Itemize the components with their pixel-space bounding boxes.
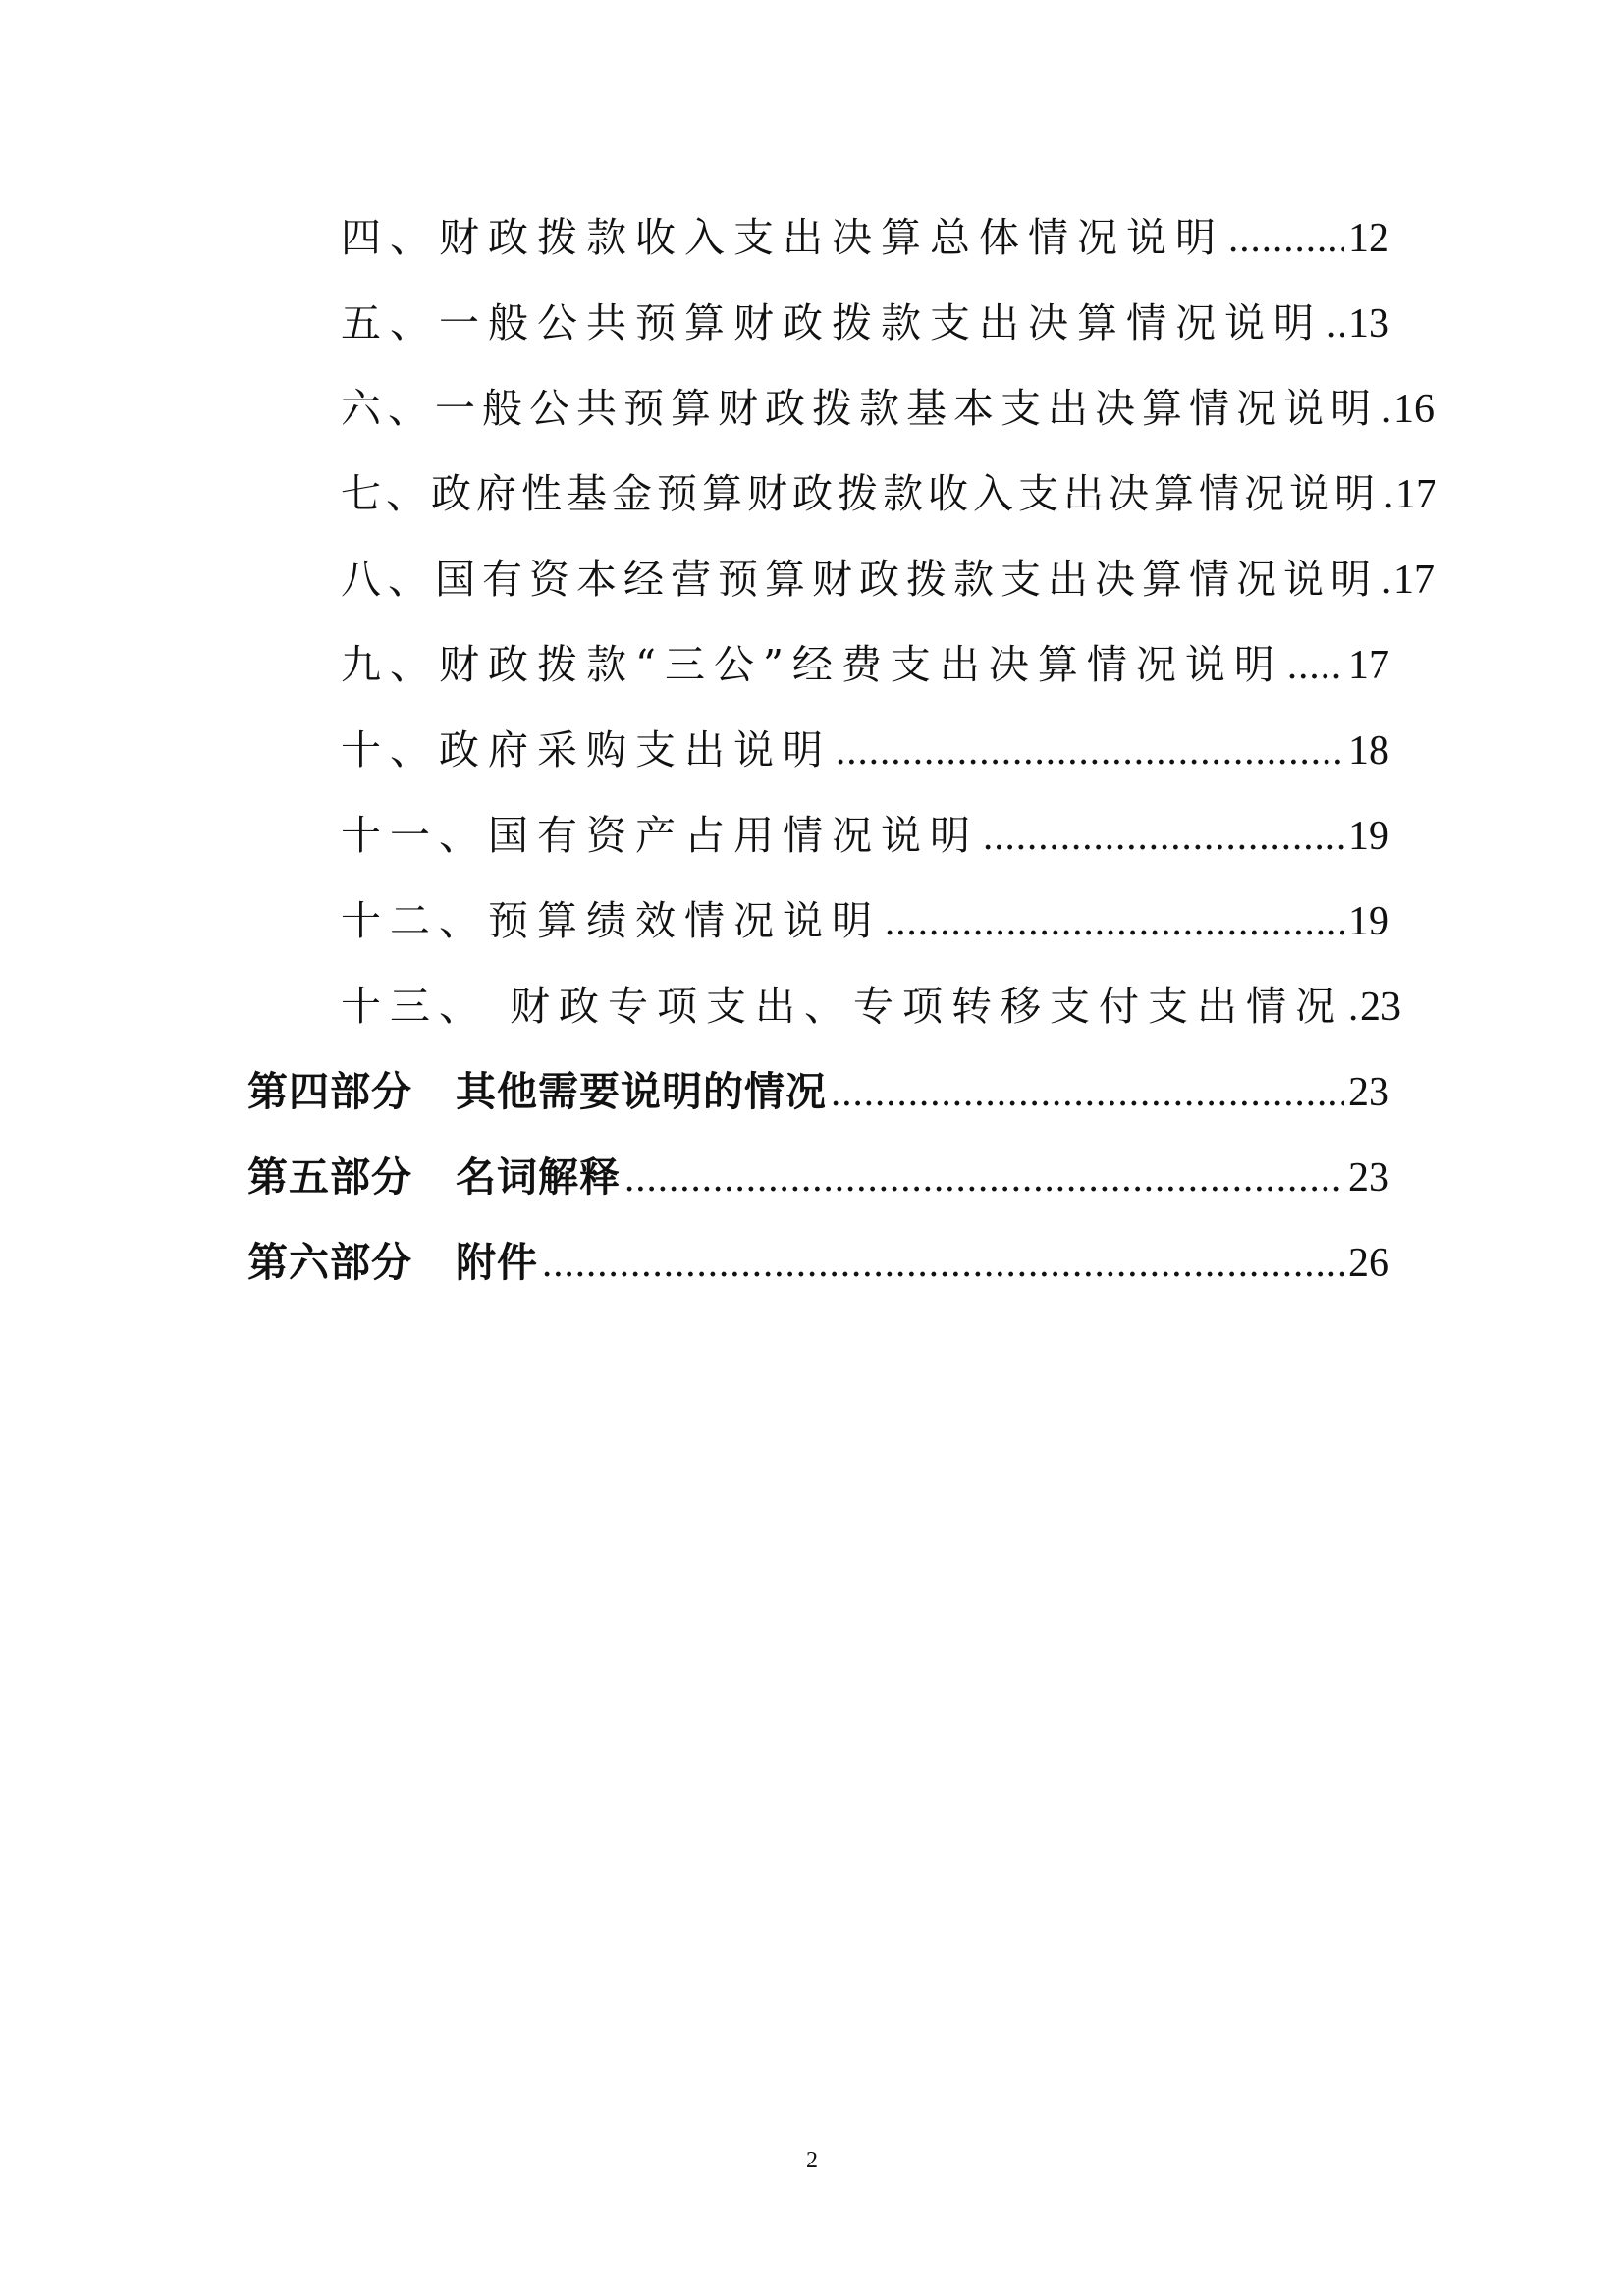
toc-part-title: 附件 <box>456 1239 538 1286</box>
toc-entry-title: 五、一般公共预算财政拨款支出决算情况说明 <box>341 299 1323 347</box>
dot-leader <box>542 1233 1344 1292</box>
dot-leader <box>1383 464 1391 523</box>
dot-leader <box>1326 294 1344 352</box>
toc-entry-page: 17 <box>1393 558 1435 603</box>
toc-part-page: 23 <box>1348 1070 1389 1115</box>
toc-entry[interactable] <box>341 635 1389 694</box>
toc-part-label: 第六部分 <box>247 1239 412 1286</box>
dot-leader <box>836 721 1344 779</box>
toc-entry-page: 12 <box>1348 216 1389 261</box>
dot-leader <box>885 891 1344 950</box>
toc-entry[interactable] <box>341 806 1389 865</box>
toc-entry-title: 十一、国有资产占用情况说明 <box>341 812 979 859</box>
toc-entry-page: 16 <box>1393 387 1435 432</box>
toc-entry-title: 四、财政拨款收入支出决算总体情况说明 <box>341 214 1224 261</box>
toc-entry-page: 19 <box>1348 814 1389 859</box>
toc-entry-title: 八、国有资本经营预算财政拨款支出决算情况说明 <box>341 556 1378 603</box>
toc-entry-title: 十三、 财政专项支出、专项转移支付支出情况 <box>341 983 1345 1030</box>
toc-entry[interactable] <box>341 208 1389 267</box>
toc-entry-page: 17 <box>1348 643 1389 688</box>
dot-leader <box>1228 208 1344 267</box>
toc-part-title: 其他需要说明的情况 <box>456 1068 827 1115</box>
dot-leader <box>1348 977 1356 1036</box>
toc-part-page: 23 <box>1348 1155 1389 1201</box>
toc-entry[interactable] <box>341 721 1389 779</box>
dot-leader <box>983 806 1344 865</box>
toc-part-label: 第五部分 <box>247 1153 412 1201</box>
dot-leader <box>624 1148 1344 1206</box>
toc-entry[interactable] <box>341 977 1402 1036</box>
toc-part-title: 名词解释 <box>456 1153 621 1201</box>
toc-entry[interactable] <box>341 891 1389 950</box>
toc-entry-title: 九、财政拨款“三公”经费支出决算情况说明 <box>341 641 1283 688</box>
toc-part-label: 第四部分 <box>247 1068 412 1115</box>
toc-part-entry[interactable] <box>247 1233 1389 1292</box>
toc-entry-title: 六、一般公共预算财政拨款基本支出决算情况说明 <box>341 385 1378 432</box>
dot-leader <box>1381 550 1389 609</box>
dot-leader <box>1381 379 1389 438</box>
toc-entry-page: 23 <box>1360 985 1402 1030</box>
toc-part-entry[interactable] <box>247 1062 1389 1121</box>
toc-entry-title: 十、政府采购支出说明 <box>341 726 832 774</box>
toc-entry-title: 十二、预算绩效情况说明 <box>341 897 881 944</box>
toc-entry[interactable] <box>341 464 1436 523</box>
toc-entry-page: 19 <box>1348 899 1389 944</box>
toc-entry-page: 13 <box>1348 301 1389 347</box>
page-number: 2 <box>806 2148 818 2173</box>
toc-part-entry[interactable] <box>247 1148 1389 1206</box>
toc-entry-title: 七、政府性基金预算财政拨款收入支出决算情况说明 <box>341 470 1380 517</box>
dot-leader <box>1287 635 1344 694</box>
toc-entry[interactable] <box>341 379 1435 438</box>
toc-entry-page: 18 <box>1348 728 1389 774</box>
toc-part-page: 26 <box>1348 1241 1389 1286</box>
toc-entry[interactable] <box>341 550 1435 609</box>
toc-entry[interactable] <box>341 294 1389 352</box>
dot-leader <box>831 1062 1344 1121</box>
toc-entry-page: 17 <box>1395 472 1436 517</box>
